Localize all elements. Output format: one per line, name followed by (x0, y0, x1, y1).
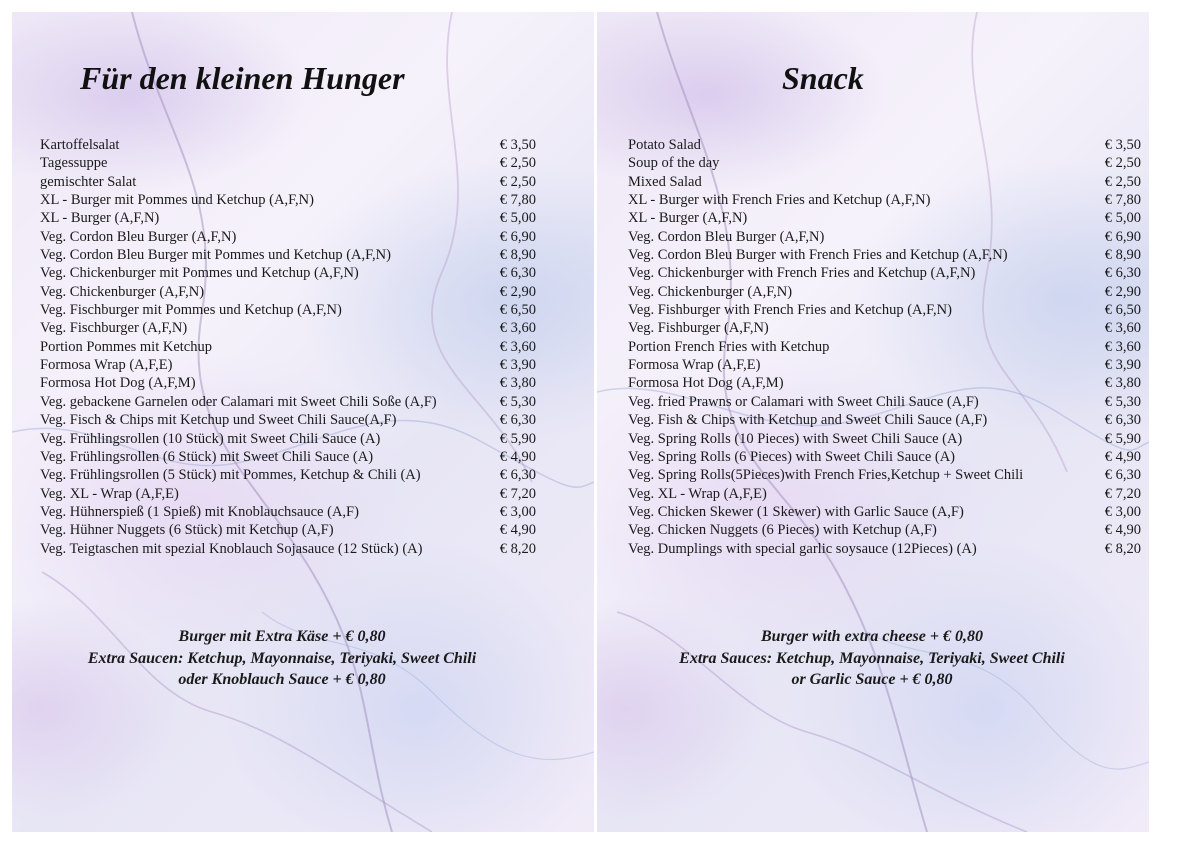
menu-item-row (40, 246, 536, 264)
menu-item-name: Veg. Spring Rolls(5Pieces)with French Fries,Ketchup + Sweet Chili (628, 467, 1024, 484)
menu-item-row (628, 246, 1141, 264)
menu-item-name: Mixed Salad (628, 173, 702, 190)
menu-item-row (40, 173, 536, 191)
menu-item-price: € 3,90 (1104, 357, 1141, 374)
menu-item-name: Veg. Fish & Chips with Ketchup and Sweet Chili Sauce (A,F) (628, 412, 988, 429)
menu-item-name: Veg. Fishburger (A,F,N) (628, 320, 769, 337)
menu-item-name: Veg. Chickenburger mit Pommes und Ketchup (A,F,N) (40, 265, 359, 282)
menu-item-price: € 3,00 (499, 503, 536, 520)
menu-item-row (628, 191, 1141, 209)
menu-page-english (597, 12, 1149, 832)
menu-item-price: € 6,30 (499, 265, 536, 282)
menu-item-row (628, 411, 1141, 429)
menu-item-name: Veg. Spring Rolls (10 Pieces) with Sweet Chili Sauce (A) (628, 430, 963, 447)
menu-item-row (40, 338, 536, 356)
menu-item-row (40, 264, 536, 282)
menu-item-row (40, 430, 536, 448)
menu-item-row (628, 521, 1141, 539)
menu-item-name: Veg. Hühner Nuggets (6 Stück) mit Ketchup (A,F) (40, 522, 334, 539)
menu-item-row (628, 430, 1141, 448)
menu-item-row (628, 136, 1141, 154)
menu-item-row (628, 338, 1141, 356)
menu-item-price: € 6,30 (499, 467, 536, 484)
menu-item-name: Veg. fried Prawns or Calamari with Sweet Chili Sauce (A,F) (628, 393, 979, 410)
menu-item-name: Veg. Cordon Bleu Burger mit Pommes und Ketchup (A,F,N) (40, 247, 391, 264)
menu-item-price: € 6,30 (1104, 265, 1141, 282)
menu-list (40, 136, 536, 558)
menu-item-row (40, 393, 536, 411)
menu-item-price: € 6,30 (1104, 412, 1141, 429)
menu-item-price: € 8,20 (1104, 540, 1141, 557)
menu-item-row (628, 540, 1141, 558)
menu-item-row (628, 466, 1141, 484)
menu-item-name: Veg. Cordon Bleu Burger with French Fries and Ketchup (A,F,N) (628, 247, 1008, 264)
menu-item-name: Formosa Hot Dog (A,F,M) (628, 375, 784, 392)
menu-item-name: XL - Burger mit Pommes und Ketchup (A,F,N) (40, 192, 314, 209)
menu-item-row (40, 503, 536, 521)
menu-item-name: Veg. Fishburger with French Fries and Ketchup (A,F,N) (628, 302, 952, 319)
menu-item-row (40, 283, 536, 301)
menu-item-name: XL - Burger with French Fries and Ketchup (A,F,N) (628, 192, 931, 209)
menu-item-price: € 8,90 (1104, 247, 1141, 264)
extras-note-line: Burger mit Extra Käse + € 0,80 (178, 628, 386, 645)
menu-item-row (628, 448, 1141, 466)
menu-item-name: Veg. XL - Wrap (A,F,E) (628, 485, 767, 502)
menu-item-name: Veg. Fischburger mit Pommes und Ketchup (A,F,N) (40, 302, 342, 319)
menu-item-price: € 3,00 (1104, 503, 1141, 520)
menu-item-name: Veg. Frühlingsrollen (10 Stück) mit Sweet Chili Sauce (A) (40, 430, 381, 447)
menu-item-name: Formosa Wrap (A,F,E) (40, 357, 173, 374)
menu-item-row (628, 374, 1141, 392)
menu-item-name: Veg. Chicken Skewer (1 Skewer) with Garlic Sauce (A,F) (628, 503, 964, 520)
page-title: Snack (782, 60, 864, 96)
menu-item-name: Portion French Fries with Ketchup (628, 338, 830, 355)
menu-item-name: Formosa Hot Dog (A,F,M) (40, 375, 196, 392)
menu-item-price: € 6,50 (499, 302, 536, 319)
extras-note-line: oder Knoblauch Sauce + € 0,80 (178, 671, 386, 688)
menu-item-price: € 6,50 (1104, 302, 1141, 319)
menu-item-price: € 3,90 (499, 357, 536, 374)
menu-item-price: € 3,60 (499, 338, 536, 355)
menu-item-name: Veg. Frühlingsrollen (5 Stück) mit Pommes, Ketchup & Chili (A) (40, 467, 421, 484)
extras-note-line: or Garlic Sauce + € 0,80 (791, 671, 953, 688)
menu-item-row (40, 374, 536, 392)
menu-item-row (40, 448, 536, 466)
extras-note (622, 626, 1122, 691)
menu-item-row (40, 228, 536, 246)
menu-item-name: Veg. Hühnerspieß (1 Spieß) mit Knoblauchsauce (A,F) (40, 503, 359, 520)
extras-note (52, 626, 512, 691)
menu-item-price: € 4,90 (1104, 448, 1141, 465)
menu-item-row (628, 173, 1141, 191)
menu-item-name: Potato Salad (628, 137, 701, 153)
menu-item-price: € 3,80 (1104, 375, 1141, 392)
menu-item-name: Veg. Spring Rolls (6 Pieces) with Sweet Chili Sauce (A) (628, 448, 956, 465)
menu-item-row (628, 393, 1141, 411)
menu-item-price: € 4,90 (499, 448, 536, 465)
menu-item-price: € 3,50 (1104, 137, 1141, 153)
menu-item-price: € 6,90 (499, 228, 536, 245)
menu-item-name: Veg. Cordon Bleu Burger (A,F,N) (40, 228, 237, 245)
menu-item-price: € 3,60 (499, 320, 536, 337)
menu-item-name: Veg. Cordon Bleu Burger (A,F,N) (628, 228, 825, 245)
menu-item-row (628, 228, 1141, 246)
menu-item-name: Soup of the day (628, 155, 720, 172)
menu-item-name: Veg. Frühlingsrollen (6 Stück) mit Sweet Chili Sauce (A) (40, 448, 374, 465)
menu-item-price: € 6,30 (499, 412, 536, 429)
menu-item-price: € 5,90 (1104, 430, 1141, 447)
menu-item-price: € 2,50 (499, 173, 536, 190)
menu-item-row (40, 319, 536, 337)
menu-item-name: Tagessuppe (40, 155, 108, 172)
menu-item-price: € 8,20 (499, 540, 536, 557)
menu-item-name: gemischter Salat (40, 173, 137, 190)
menu-item-row (40, 540, 536, 558)
extras-note-line: Extra Sauces: Ketchup, Mayonnaise, Teriyaki, Sweet Chili (679, 649, 1065, 667)
menu-item-price: € 5,90 (499, 430, 536, 447)
menu-item-name: Formosa Wrap (A,F,E) (628, 357, 761, 374)
menu-item-row (40, 209, 536, 227)
menu-list (628, 136, 1141, 558)
menu-item-price: € 2,50 (499, 155, 536, 172)
menu-item-row (40, 411, 536, 429)
menu-item-row (40, 356, 536, 374)
menu-item-row (40, 485, 536, 503)
menu-item-row (40, 136, 536, 154)
menu-item-row (40, 466, 536, 484)
menu-item-name: Veg. Chicken Nuggets (6 Pieces) with Ketchup (A,F) (628, 522, 937, 539)
menu-item-row (628, 283, 1141, 301)
menu-item-price: € 3,80 (499, 375, 536, 392)
menu-item-price: € 5,30 (1104, 393, 1141, 410)
menu-item-name: Portion Pommes mit Ketchup (40, 338, 212, 355)
menu-page-german (12, 12, 594, 832)
menu-item-price: € 6,90 (1104, 228, 1141, 245)
menu-item-price: € 5,30 (499, 393, 536, 410)
menu-item-price: € 2,90 (1104, 283, 1141, 300)
menu-item-row (628, 503, 1141, 521)
menu-item-price: € 4,90 (499, 522, 536, 539)
menu-item-price: € 3,60 (1104, 320, 1141, 337)
menu-item-row (628, 154, 1141, 172)
menu-item-price: € 4,90 (1104, 522, 1141, 539)
menu-item-price: € 3,50 (499, 137, 536, 153)
menu-item-name: Veg. Chickenburger (A,F,N) (628, 283, 793, 300)
menu-item-price: € 2,50 (1104, 155, 1141, 172)
extras-note-line: Extra Saucen: Ketchup, Mayonnaise, Teriyaki, Sweet Chili (87, 649, 477, 667)
menu-item-price: € 6,30 (1104, 467, 1141, 484)
menu-item-name: Veg. gebackene Garnelen oder Calamari mit Sweet Chili Soße (A,F) (40, 393, 437, 410)
page-title: Für den kleinen Hunger (80, 60, 405, 96)
menu-item-row (628, 356, 1141, 374)
menu-item-name: Veg. Chickenburger (A,F,N) (40, 283, 205, 300)
menu-item-row (40, 191, 536, 209)
menu-item-row (40, 301, 536, 319)
menu-item-name: XL - Burger (A,F,N) (628, 210, 748, 227)
menu-item-row (40, 154, 536, 172)
menu-item-price: € 2,90 (499, 283, 536, 300)
menu-item-row (628, 209, 1141, 227)
menu-item-price: € 3,60 (1104, 338, 1141, 355)
extras-note-line: Burger with extra cheese + € 0,80 (760, 628, 983, 645)
menu-item-row (628, 319, 1141, 337)
menu-item-name: Veg. Fischburger (A,F,N) (40, 320, 188, 337)
menu-item-price: € 7,80 (499, 192, 536, 209)
menu-item-name: XL - Burger (A,F,N) (40, 210, 160, 227)
menu-item-name: Veg. Teigtaschen mit spezial Knoblauch Sojasauce (12 Stück) (A) (40, 540, 423, 557)
menu-item-name: Kartoffelsalat (40, 137, 120, 153)
menu-item-price: € 8,90 (499, 247, 536, 264)
menu-item-name: Veg. Dumplings with special garlic soysauce (12Pieces) (A) (628, 540, 977, 557)
menu-item-row (40, 521, 536, 539)
menu-item-name: Veg. Fisch & Chips mit Ketchup und Sweet Chili Sauce(A,F) (40, 412, 397, 429)
menu-item-price: € 7,80 (1104, 192, 1141, 209)
menu-item-row (628, 485, 1141, 503)
menu-item-price: € 7,20 (1104, 485, 1141, 502)
menu-item-row (628, 264, 1141, 282)
menu-item-name: Veg. Chickenburger with French Fries and Ketchup (A,F,N) (628, 265, 976, 282)
menu-item-name: Veg. XL - Wrap (A,F,E) (40, 485, 179, 502)
menu-item-price: € 7,20 (499, 485, 536, 502)
menu-item-price: € 2,50 (1104, 173, 1141, 190)
menu-item-price: € 5,00 (499, 210, 536, 227)
menu-item-row (628, 301, 1141, 319)
menu-item-price: € 5,00 (1104, 210, 1141, 227)
